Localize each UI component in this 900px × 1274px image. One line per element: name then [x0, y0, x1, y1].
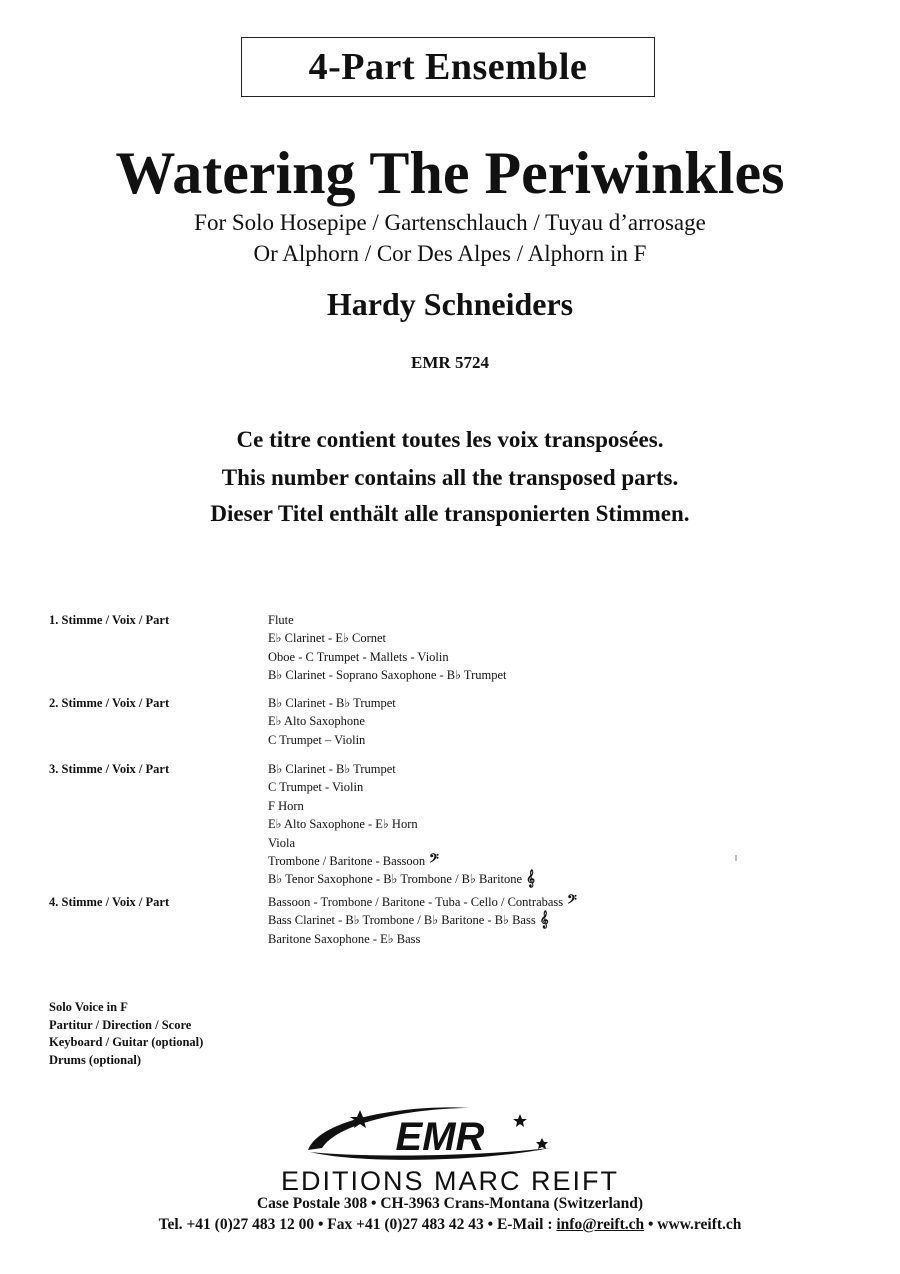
publisher-address: Case Postale 308 • CH-3963 Crans-Montana (Switzerland) [256, 1195, 643, 1212]
email-link[interactable]: info@reift.ch [556, 1216, 645, 1233]
website[interactable]: • www.reift.ch [644, 1216, 742, 1233]
notice-de: Dieser Titel enthält alle transponierten Stimmen. [210, 501, 690, 526]
part-2-label: 2. Stimme / Voix / Part [49, 696, 170, 710]
instrument-item: B♭ Clarinet - B♭ Trumpet [268, 696, 396, 710]
notice-fr: Ce titre contient toutes les voix transposées. [236, 427, 664, 452]
instrument-item: Oboe - C Trumpet - Mallets - Violin [268, 649, 449, 664]
instrument-item: C Trumpet – Violin [268, 732, 366, 747]
treble-clef-icon: 𝄞 [539, 912, 549, 929]
publisher-name: EDITIONS MARC REIFT [280, 1166, 619, 1196]
notice-en: This number contains all the transposed parts. [221, 465, 679, 490]
stray-mark [735, 855, 737, 861]
publisher-contact [0, 1216, 900, 1234]
subtitle-line-2: Or Alphorn / Cor Des Alpes / Alphorn in F [253, 241, 647, 266]
star-icon [513, 1114, 527, 1127]
instrument-item: E♭ Alto Saxophone - E♭ Horn [268, 817, 418, 832]
extras-item: Drums (optional) [49, 1052, 142, 1067]
instrument-item: B♭ Tenor Saxophone - B♭ Trombone / B♭ Baritone [268, 872, 523, 887]
instrument-item: B♭ Clarinet - Soprano Saxophone - B♭ Trumpet [268, 668, 507, 683]
ensemble-box [241, 37, 655, 97]
catalog-number: EMR 5724 [411, 353, 489, 372]
instrument-item: Trombone / Baritone - Bassoon [268, 854, 426, 869]
instrument-item: E♭ Alto Saxophone [268, 714, 365, 729]
composer: Hardy Schneiders [326, 286, 574, 322]
instrument-item: Bass Clarinet - B♭ Trombone / B♭ Baritone - B♭ Bass [268, 913, 536, 928]
part-3-instruments [268, 760, 535, 889]
treble-clef-icon: 𝄞 [526, 871, 535, 888]
ensemble-label: 4-Part Ensemble [308, 46, 588, 88]
extras-item: Partitur / Direction / Score [49, 1017, 192, 1032]
instrument-item: B♭ Clarinet - B♭ Trumpet [268, 762, 396, 776]
instrument-item: Bassoon - Trombone / Baritone - Tuba - Cello / Contrabass [268, 895, 564, 909]
part-1-instruments [268, 611, 507, 685]
piece-title: Watering The Periwinkles [115, 140, 785, 206]
part-1-label: 1. Stimme / Voix / Part [49, 613, 170, 627]
part-2-instruments [268, 694, 396, 749]
part-3-label: 3. Stimme / Voix / Part [49, 762, 170, 776]
instrument-item: C Trumpet - Violin [268, 780, 364, 795]
emr-logo [300, 1100, 560, 1168]
extras-item: Keyboard / Guitar (optional) [49, 1035, 204, 1050]
instrument-item: F Horn [268, 798, 304, 813]
instrument-item: Viola [268, 835, 296, 850]
instrument-item: Baritone Saxophone - E♭ Bass [268, 931, 421, 946]
extras-item: Solo Voice in F [49, 1000, 128, 1014]
logo-text: EMR [395, 1115, 485, 1159]
part-4-instruments [268, 893, 577, 948]
star-icon [536, 1138, 548, 1149]
part-4-label: 4. Stimme / Voix / Part [49, 895, 170, 909]
contact-phone-fax: Tel. +41 (0)27 483 12 00 • Fax +41 (0)27 483 42 43 • E-Mail : [158, 1216, 557, 1233]
subtitle-line-1: For Solo Hosepipe / Gartenschlauch / Tuyau d’arrosage [194, 210, 706, 235]
bass-clef-icon: 𝄢 [429, 853, 439, 870]
instrument-item: Flute [268, 613, 294, 627]
extras-list [49, 999, 203, 1069]
bass-clef-icon: 𝄢 [567, 894, 577, 910]
instrument-item: E♭ Clarinet - E♭ Cornet [268, 631, 387, 646]
